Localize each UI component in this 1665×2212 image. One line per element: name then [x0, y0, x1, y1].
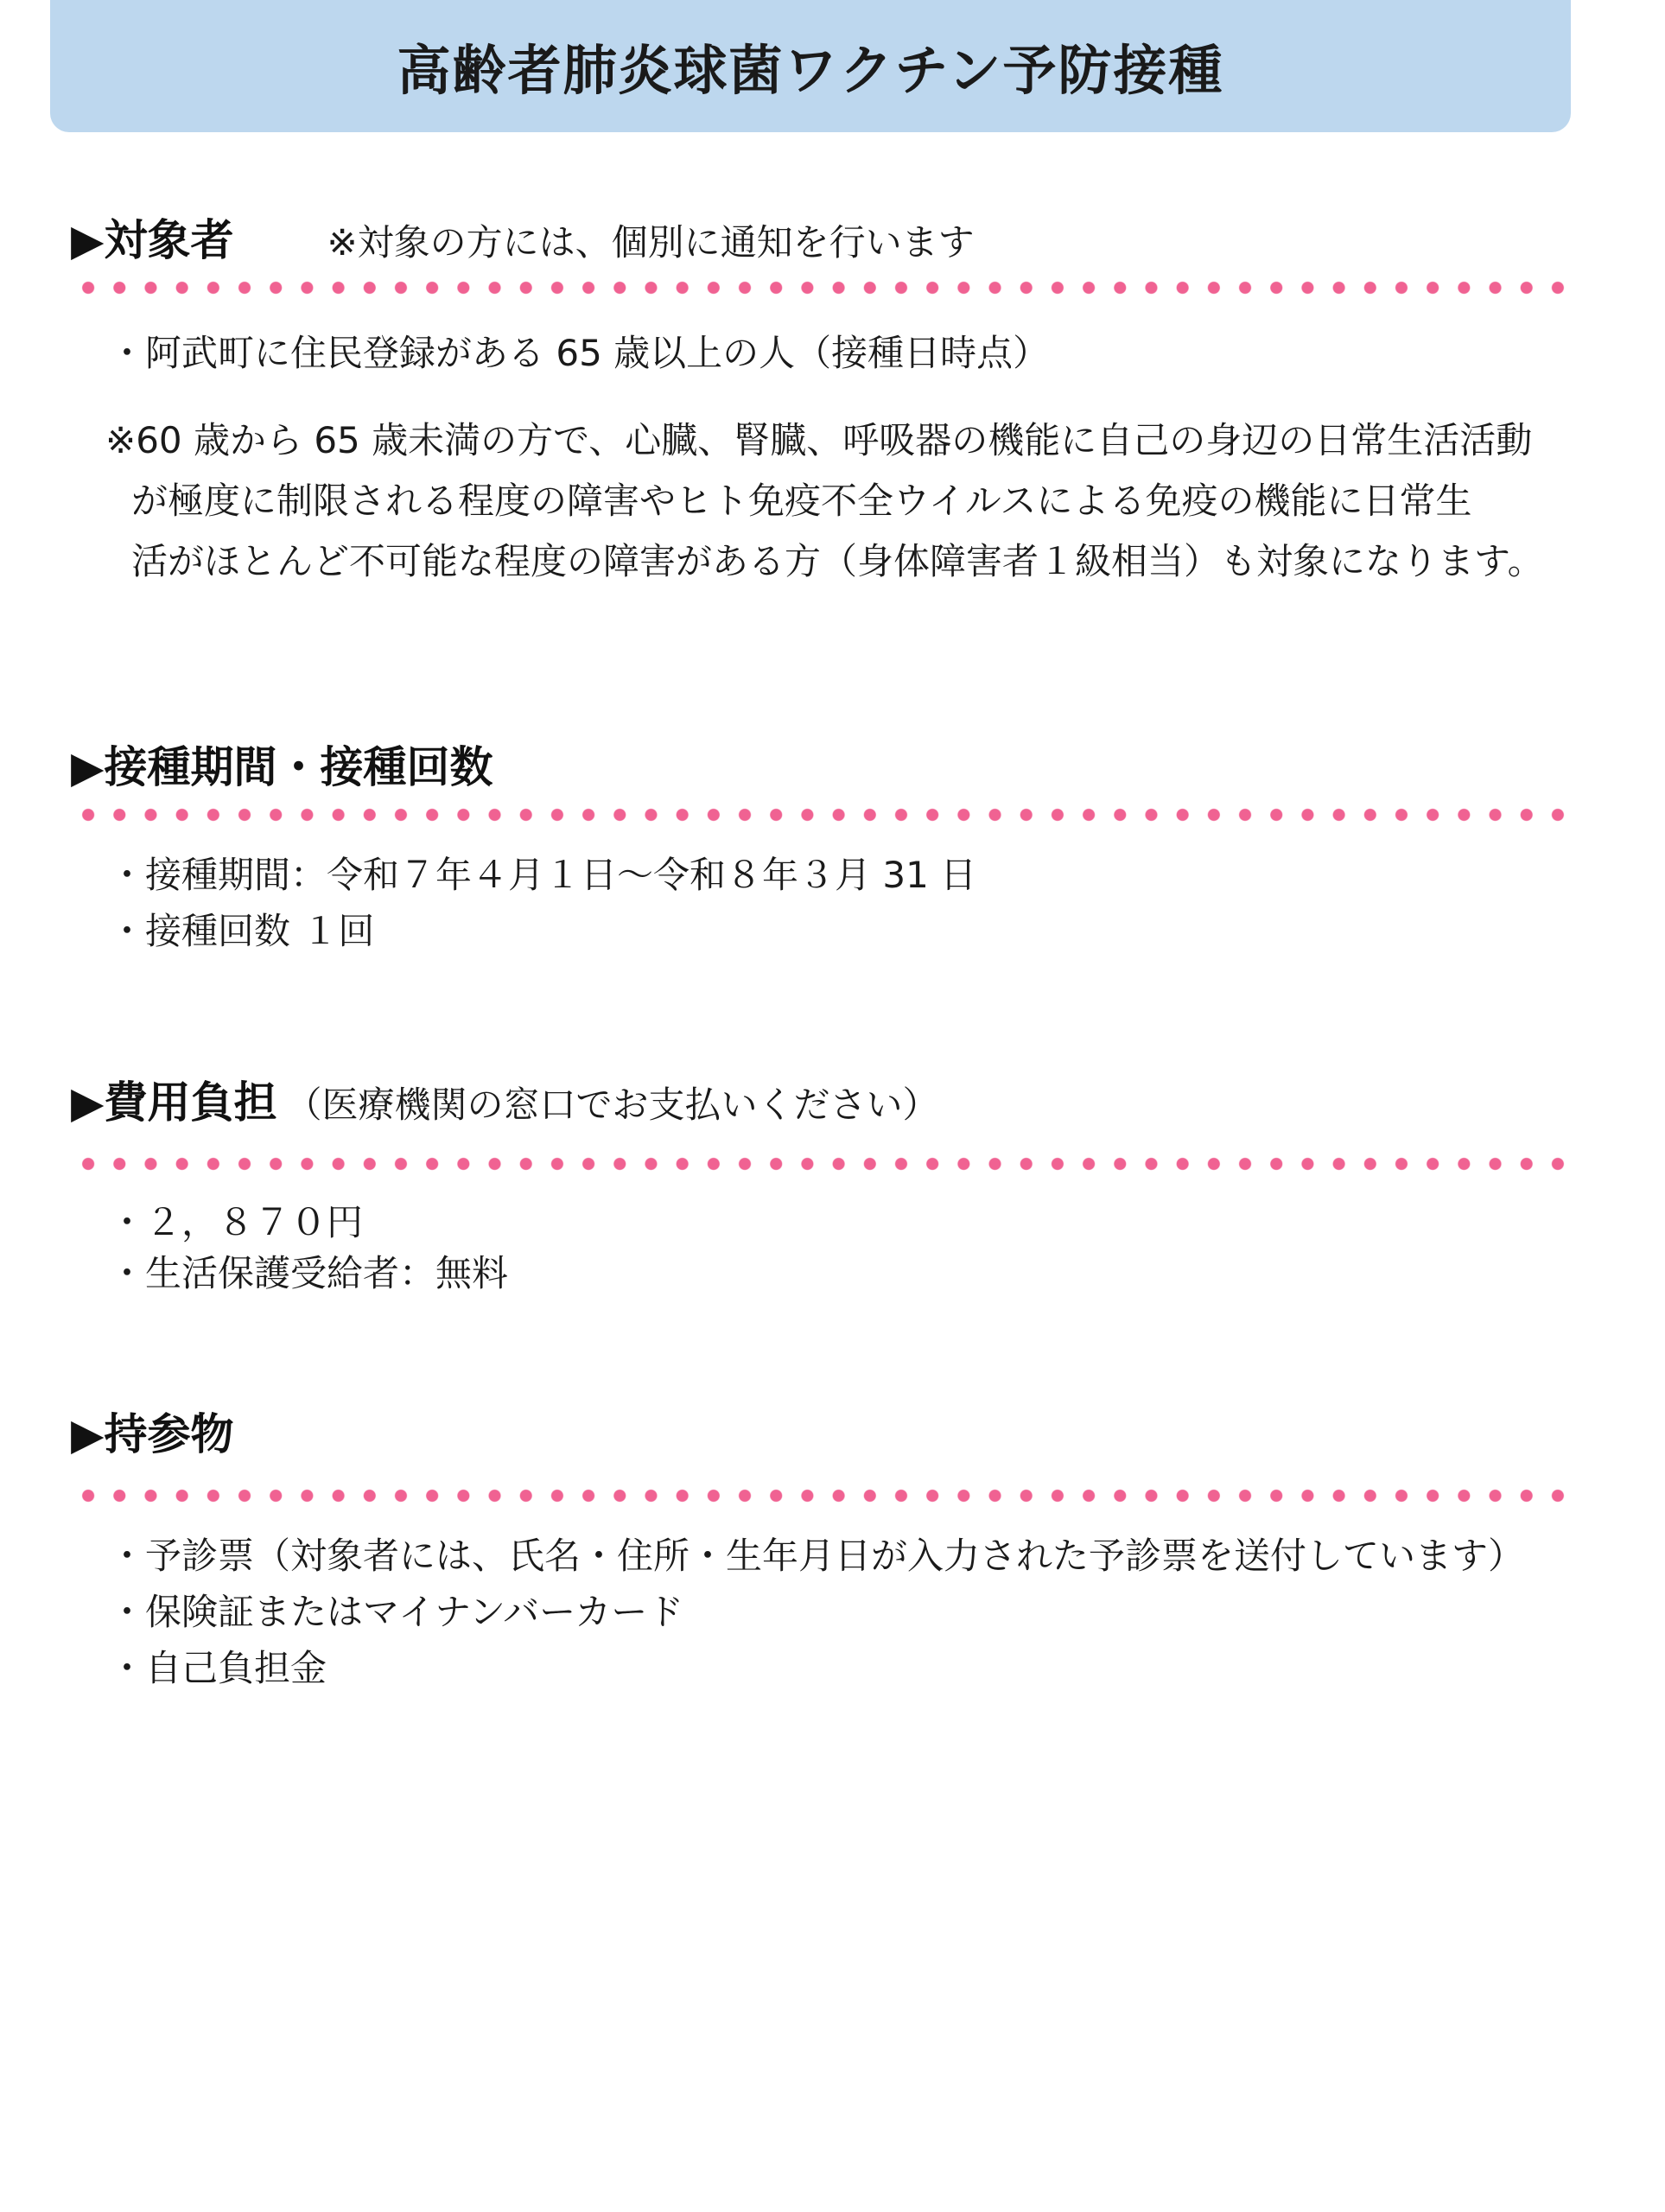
list-item: ・２，８７０円	[109, 1201, 364, 1243]
list-item: ・接種回数 １回	[109, 910, 375, 953]
remark-block	[71, 410, 1643, 592]
dotted-divider	[73, 1488, 1567, 1503]
remark-line: ※60 歳から 65 歳未満の方で、心臓、腎臓、呼吸器の機能に自己の身辺の日常生活活動	[105, 419, 1533, 462]
section-heading: ▶対象者	[71, 215, 234, 265]
section-list	[71, 1198, 1574, 1300]
section-heading-row	[71, 733, 1574, 795]
section-heading-row	[71, 1068, 1574, 1130]
section-note: ※対象の方には、個別に通知を行います	[327, 221, 975, 264]
list-item: ・自己負担金	[109, 1647, 327, 1690]
dotted-divider	[73, 280, 1567, 296]
list-item: ・接種期間：令和７年４月１日～令和８年３月 31 日	[109, 854, 977, 896]
section-heading-row	[71, 206, 1574, 268]
remark-line: が極度に制限される程度の障害やヒト免疫不全ウイルスによる免疫の機能に日常生	[131, 480, 1472, 523]
list-item: ・阿武町に住民登録がある 65 歳以上の人（接種日時点）	[109, 332, 1050, 374]
section-heading: ▶接種期間・接種回数	[71, 742, 493, 792]
title-banner	[50, 0, 1571, 132]
section-list	[71, 847, 1574, 959]
list-item: ・予診票（対象者には、氏名・住所・生年月日が入力された予診票を送付しています）	[109, 1535, 1525, 1577]
section-cost	[71, 1068, 1574, 1300]
section-bring	[71, 1400, 1574, 1696]
page-title: 高齢者肺炎球菌ワクチン予防接種	[397, 39, 1224, 102]
section-heading-row	[71, 1400, 1574, 1462]
section-heading: ▶費用負担	[71, 1077, 277, 1128]
dotted-divider	[73, 1156, 1567, 1172]
section-heading: ▶持参物	[71, 1409, 234, 1459]
section-list	[71, 1528, 1574, 1696]
section-period	[71, 733, 1574, 959]
list-item: ・保険証またはマイナンバーカード	[109, 1591, 684, 1634]
remark-line: 活がほとんど不可能な程度の障害がある方（身体障害者１級相当）も対象になります。	[131, 540, 1544, 583]
dotted-divider	[73, 807, 1567, 823]
list-item: ・生活保護受給者：無料	[109, 1251, 509, 1294]
section-list	[71, 325, 1574, 381]
section-target	[71, 206, 1574, 592]
section-note: （医療機関の窓口でお支払いください）	[285, 1084, 939, 1126]
